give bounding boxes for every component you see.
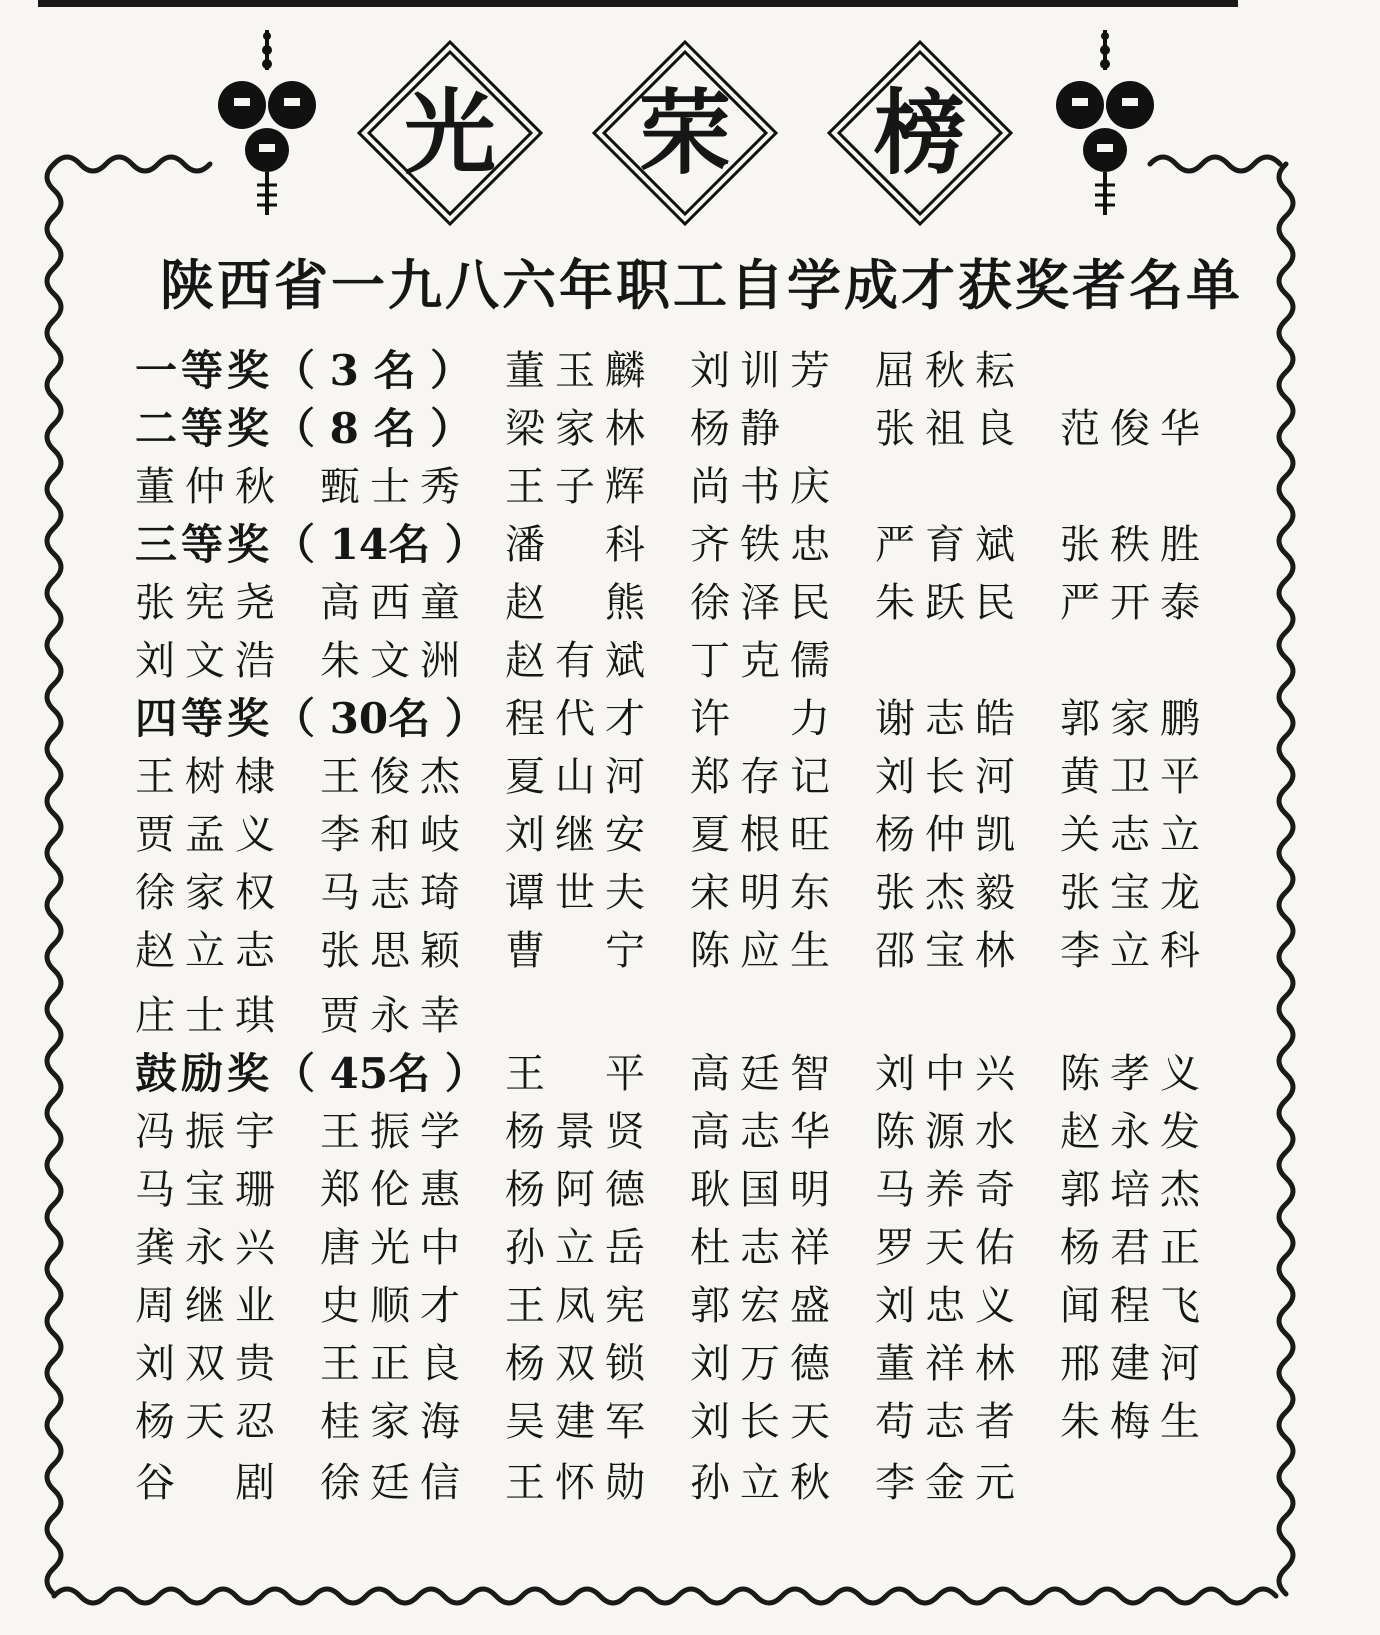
prize-label-first: 一等奖（ 3 名 ）: [135, 346, 473, 395]
awardee-name: 邢建河: [1060, 1341, 1210, 1387]
awardee-name: 王子辉: [505, 464, 655, 510]
awardee-name: 严育斌: [875, 522, 1025, 568]
awardee-name: 朱文洲: [320, 638, 470, 684]
awardee-name: 郭家鹏: [1060, 696, 1210, 742]
awardee-name: 赵有斌: [505, 638, 655, 684]
awardee-name: 耿国明: [690, 1167, 840, 1213]
list-row: [135, 398, 1245, 460]
awardee-name: 赵 熊: [505, 580, 655, 626]
awardee-name: 朱梅生: [1060, 1399, 1210, 1445]
awardee-name: 许 力: [690, 696, 840, 742]
awardee-name: 谢志皓: [875, 696, 1025, 742]
list-row: [135, 804, 1245, 866]
awardee-name: 王怀勋: [505, 1460, 655, 1506]
awardee-name: 杨静: [690, 406, 790, 452]
awardee-name: 高廷智: [690, 1051, 840, 1097]
awardee-name: 唐光中: [320, 1225, 470, 1271]
awardee-name: 王 平: [505, 1051, 655, 1097]
awardee-name: 罗天佑: [875, 1225, 1025, 1271]
awardee-name: 刘文浩: [135, 638, 285, 684]
awardee-name: 龚永兴: [135, 1225, 285, 1271]
awardee-name: 夏山河: [505, 754, 655, 800]
prize-label-encouragement: 鼓励奖（ 45名 ）: [135, 1049, 487, 1098]
banner-char: 榜: [873, 79, 966, 187]
awardee-name: 闻程飞: [1060, 1283, 1210, 1329]
awardee-name: 刘训芳: [690, 348, 840, 394]
awardee-name: 吴建军: [505, 1399, 655, 1445]
awardee-name: 李金元: [875, 1460, 1025, 1506]
awardee-name: 梁家林: [505, 406, 655, 452]
top-rule: [38, 0, 1238, 7]
awardee-name: 杜志祥: [690, 1225, 840, 1271]
awardee-name: 李立科: [1060, 928, 1210, 974]
awardee-name: 王正良: [320, 1341, 470, 1387]
awardee-name: 郭宏盛: [690, 1283, 840, 1329]
awardee-name: 徐家权: [135, 870, 285, 916]
awardee-name: 徐廷信: [320, 1460, 470, 1506]
lantern-right-icon: [1050, 30, 1160, 230]
awardee-name: 陈应生: [690, 928, 840, 974]
awardee-name: 王树棣: [135, 754, 285, 800]
awardee-name: 宋明东: [690, 870, 840, 916]
awardee-name: 董玉麟: [505, 348, 655, 394]
awardee-name: 刘万德: [690, 1341, 840, 1387]
awardee-name: 王俊杰: [320, 754, 470, 800]
list-row: [135, 688, 1245, 750]
awardee-name: 潘 科: [505, 522, 655, 568]
awardee-name: 周继业: [135, 1283, 285, 1329]
awardee-name: 张宪尧: [135, 580, 285, 626]
awardee-name: 刘长河: [875, 754, 1025, 800]
awardee-name: 王振学: [320, 1109, 470, 1155]
awardee-name: 杨阿德: [505, 1167, 655, 1213]
awardee-name: 谷 剧: [135, 1460, 285, 1506]
list-row: [135, 456, 1245, 518]
honor-roll-banner: [355, 38, 1015, 228]
banner-diamond-2: [590, 38, 780, 228]
list-row: [135, 1043, 1245, 1105]
awardee-name: 陈孝义: [1060, 1051, 1210, 1097]
list-row: [135, 1159, 1245, 1221]
awardee-name: 杨君正: [1060, 1225, 1210, 1271]
awardee-name: 赵立志: [135, 928, 285, 974]
awardee-name: 丁克儒: [690, 638, 840, 684]
list-row: [135, 1275, 1245, 1337]
awardee-name: 甄士秀: [320, 464, 470, 510]
awardee-name: 曹 宁: [505, 928, 655, 974]
awardee-name: 严开泰: [1060, 580, 1210, 626]
awardee-name: 程代才: [505, 696, 655, 742]
awardee-name: 杨仲凯: [875, 812, 1025, 858]
awardee-name: 刘忠义: [875, 1283, 1025, 1329]
awardee-name: 马养奇: [875, 1167, 1025, 1213]
awardee-name: 张思颖: [320, 928, 470, 974]
awardee-name: 杨景贤: [505, 1109, 655, 1155]
awardee-name: 齐铁忠: [690, 522, 840, 568]
list-row: [135, 1391, 1245, 1453]
awardee-name: 张秩胜: [1060, 522, 1210, 568]
awardee-name: 庄士琪: [135, 993, 285, 1039]
awardee-name: 夏根旺: [690, 812, 840, 858]
list-row: [135, 1333, 1245, 1395]
awardee-name: 张杰毅: [875, 870, 1025, 916]
list-row: [135, 1101, 1245, 1163]
awardee-name: 王凤宪: [505, 1283, 655, 1329]
awardee-name: 孙立秋: [690, 1460, 840, 1506]
awardee-name: 刘长天: [690, 1399, 840, 1445]
prize-label-third: 三等奖（ 14名 ）: [135, 520, 487, 569]
awardee-name: 屈秋耘: [875, 348, 1025, 394]
awardee-name: 张宝龙: [1060, 870, 1210, 916]
list-row: [135, 514, 1245, 576]
awardee-name: 郭培杰: [1060, 1167, 1210, 1213]
awardee-name: 徐泽民: [690, 580, 840, 626]
awardee-name: 贾永幸: [320, 993, 470, 1039]
awardee-name: 桂家海: [320, 1399, 470, 1445]
list-row: [135, 985, 1245, 1047]
awardee-name: 郑伦惠: [320, 1167, 470, 1213]
list-row: [135, 746, 1245, 808]
banner-diamond-3: [825, 38, 1015, 228]
awardee-name: 朱跃民: [875, 580, 1025, 626]
awardee-name: 刘继安: [505, 812, 655, 858]
list-row: [135, 1217, 1245, 1279]
awardee-name: 郑存记: [690, 754, 840, 800]
awardee-name: 赵永发: [1060, 1109, 1210, 1155]
list-row: [135, 1452, 1245, 1514]
list-row: [135, 630, 1245, 692]
awardee-name: 陈源水: [875, 1109, 1025, 1155]
lantern-left-icon: [212, 30, 322, 230]
awardee-name: 杨双锁: [505, 1341, 655, 1387]
awardee-name: 刘双贵: [135, 1341, 285, 1387]
awardee-name: 高志华: [690, 1109, 840, 1155]
awardee-name: 邵宝林: [875, 928, 1025, 974]
awardee-name: 李和岐: [320, 812, 470, 858]
awardee-name: 苟志者: [875, 1399, 1025, 1445]
awardee-name: 杨天忍: [135, 1399, 285, 1445]
list-row: [135, 572, 1245, 634]
awardee-name: 马宝珊: [135, 1167, 285, 1213]
prize-label-second: 二等奖（ 8 名 ）: [135, 404, 473, 453]
awardee-name: 黄卫平: [1060, 754, 1210, 800]
awardee-name: 冯振宇: [135, 1109, 285, 1155]
list-row: [135, 862, 1245, 924]
awardee-name: 张祖良: [875, 406, 1025, 452]
list-row: [135, 920, 1245, 982]
awardee-name: 尚书庆: [690, 464, 840, 510]
awardee-name: 高西童: [320, 580, 470, 626]
banner-char: 荣: [638, 79, 731, 187]
awardee-name: 孙立岳: [505, 1225, 655, 1271]
banner-char: 光: [403, 79, 496, 187]
prize-label-fourth: 四等奖（ 30名 ）: [135, 694, 487, 743]
awardee-name: 谭世夫: [505, 870, 655, 916]
awardee-name: 刘中兴: [875, 1051, 1025, 1097]
awardee-name: 董仲秋: [135, 464, 285, 510]
awardee-name: 马志琦: [320, 870, 470, 916]
awardee-name: 贾孟义: [135, 812, 285, 858]
awardee-name: 范俊华: [1060, 406, 1210, 452]
list-title: 陕西省一九八六年职工自学成才获奖者名单: [160, 253, 1243, 317]
banner-diamond-1: [355, 38, 545, 228]
awardee-name: 史顺才: [320, 1283, 470, 1329]
awardee-name: 董祥林: [875, 1341, 1025, 1387]
awardee-name: 关志立: [1060, 812, 1210, 858]
list-row: [135, 340, 1245, 402]
